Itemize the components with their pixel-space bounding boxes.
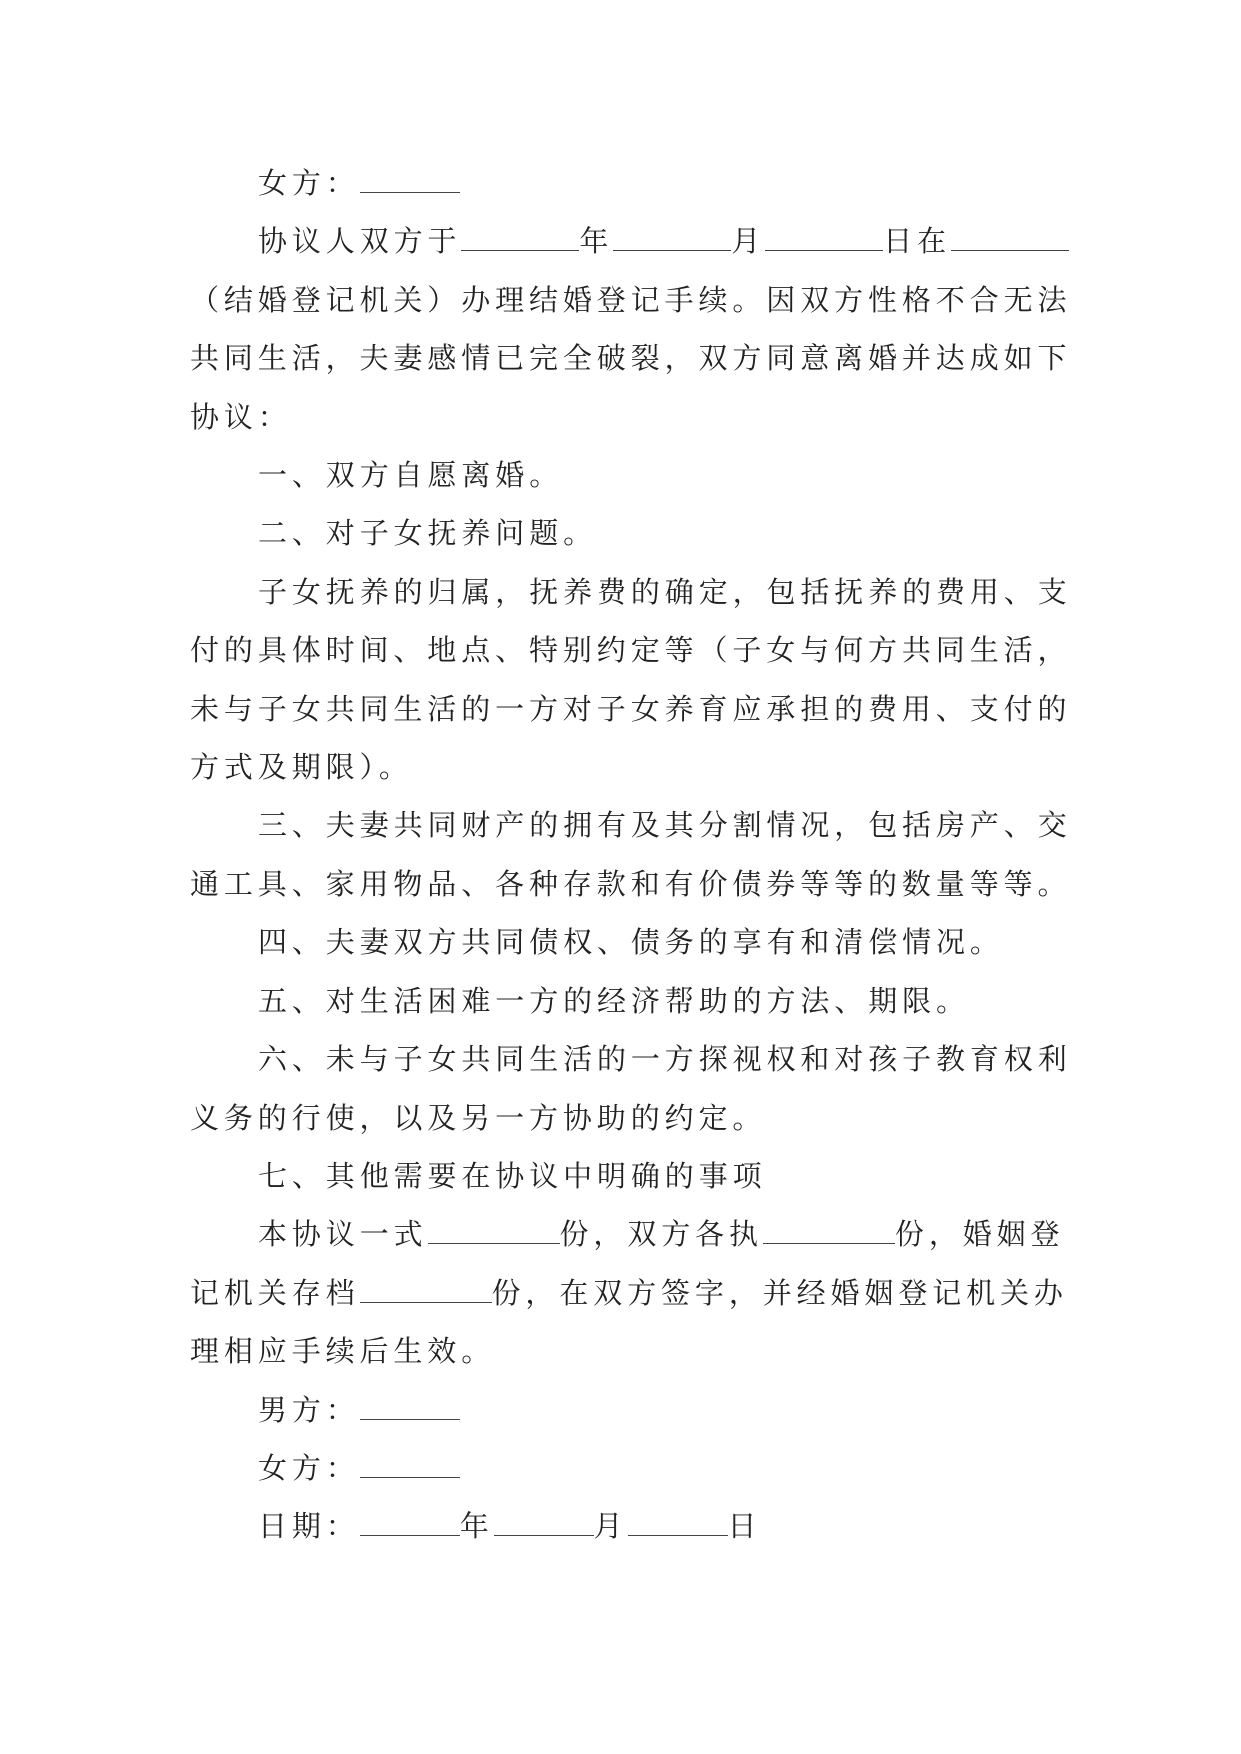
clause-7: 七、其他需要在协议中明确的事项 [258, 1158, 767, 1193]
archive-copies-blank [360, 1278, 492, 1303]
copies-intro-text: 本协议一式 [258, 1217, 428, 1252]
date-day-label: 日 [727, 1509, 762, 1544]
clause-5: 五、对生活困难一方的经济帮助的方法、期限。 [258, 983, 970, 1018]
registration-office-blank [951, 226, 1069, 251]
day-at-label: 日在 [883, 224, 952, 259]
date-year-label: 年 [459, 1509, 494, 1544]
month-label: 月 [731, 224, 766, 259]
paragraph-line: 协议： [190, 399, 292, 434]
date-year-blank [360, 1511, 460, 1536]
paragraph-line: （结婚登记机关）办理结婚登记手续。因双方性格不合无法 [190, 282, 1072, 317]
paragraph-line: 理相应手续后生效。 [190, 1334, 496, 1369]
registration-day-blank [765, 226, 883, 251]
year-label: 年 [579, 224, 614, 259]
clause-3: 三、夫妻共同财产的拥有及其分割情况，包括房产、交 [258, 808, 1072, 843]
registration-month-blank [613, 226, 731, 251]
date-label: 日期： [258, 1509, 360, 1544]
paragraph-line: 通工具、家用物品、各种存款和有价债券等等的数量等等。 [190, 866, 1072, 901]
agreement-document [190, 154, 1072, 1556]
female-signature-line [190, 1439, 1060, 1497]
female-party-line [190, 154, 1060, 212]
date-day-blank [628, 1511, 728, 1536]
female-signature-blank [360, 1453, 460, 1478]
clause-6: 六、未与子女共同生活的一方探视权和对孩子教育权利 [258, 1042, 1072, 1077]
total-copies-blank [428, 1219, 560, 1244]
female-party-blank [360, 168, 460, 193]
clause-2: 二、对子女抚养问题。 [258, 516, 598, 551]
paragraph-line: 未与子女共同生活的一方对子女养育应承担的费用、支付的 [190, 691, 1072, 726]
clause-4: 四、夫妻双方共同债权、债务的享有和清偿情况。 [258, 925, 1004, 960]
copies-line [190, 1205, 1065, 1263]
paragraph-line: 方式及期限）。 [190, 750, 413, 785]
archive-intro-text: 记机关存档 [190, 1275, 360, 1310]
archive-copies-line [190, 1264, 1068, 1322]
clause-1: 一、双方自愿离婚。 [258, 458, 564, 493]
copies-each-text: 份，双方各执 [559, 1217, 763, 1252]
paragraph-line: 义务的行使，以及另一方协助的约定。 [190, 1100, 767, 1135]
child-custody-paragraph: 子女抚养的归属，抚养费的确定，包括抚养的费用、支 [258, 574, 1072, 609]
registration-intro-text: 协议人双方于 [258, 224, 462, 259]
male-signature-line [190, 1381, 1060, 1439]
paragraph-line: 共同生活，夫妻感情已完全破裂，双方同意离婚并达成如下 [190, 341, 1072, 376]
date-line [190, 1497, 1060, 1555]
male-party-label: 男方： [258, 1392, 360, 1427]
registration-year-blank [461, 226, 579, 251]
female-party-label: 女方： [258, 166, 360, 200]
date-month-blank [494, 1511, 594, 1536]
female-party-label: 女方： [258, 1450, 360, 1485]
date-month-label: 月 [593, 1509, 628, 1544]
archive-rest-text: 份，在双方签字，并经婚姻登记机关办 [491, 1275, 1068, 1310]
each-copies-blank [763, 1219, 895, 1244]
registration-date-line [190, 212, 1060, 270]
paragraph-line: 付的具体时间、地点、特别约定等（子女与何方共同生活， [190, 633, 1072, 668]
male-signature-blank [360, 1395, 460, 1420]
copies-registry-text: 份，婚姻登 [894, 1217, 1065, 1252]
